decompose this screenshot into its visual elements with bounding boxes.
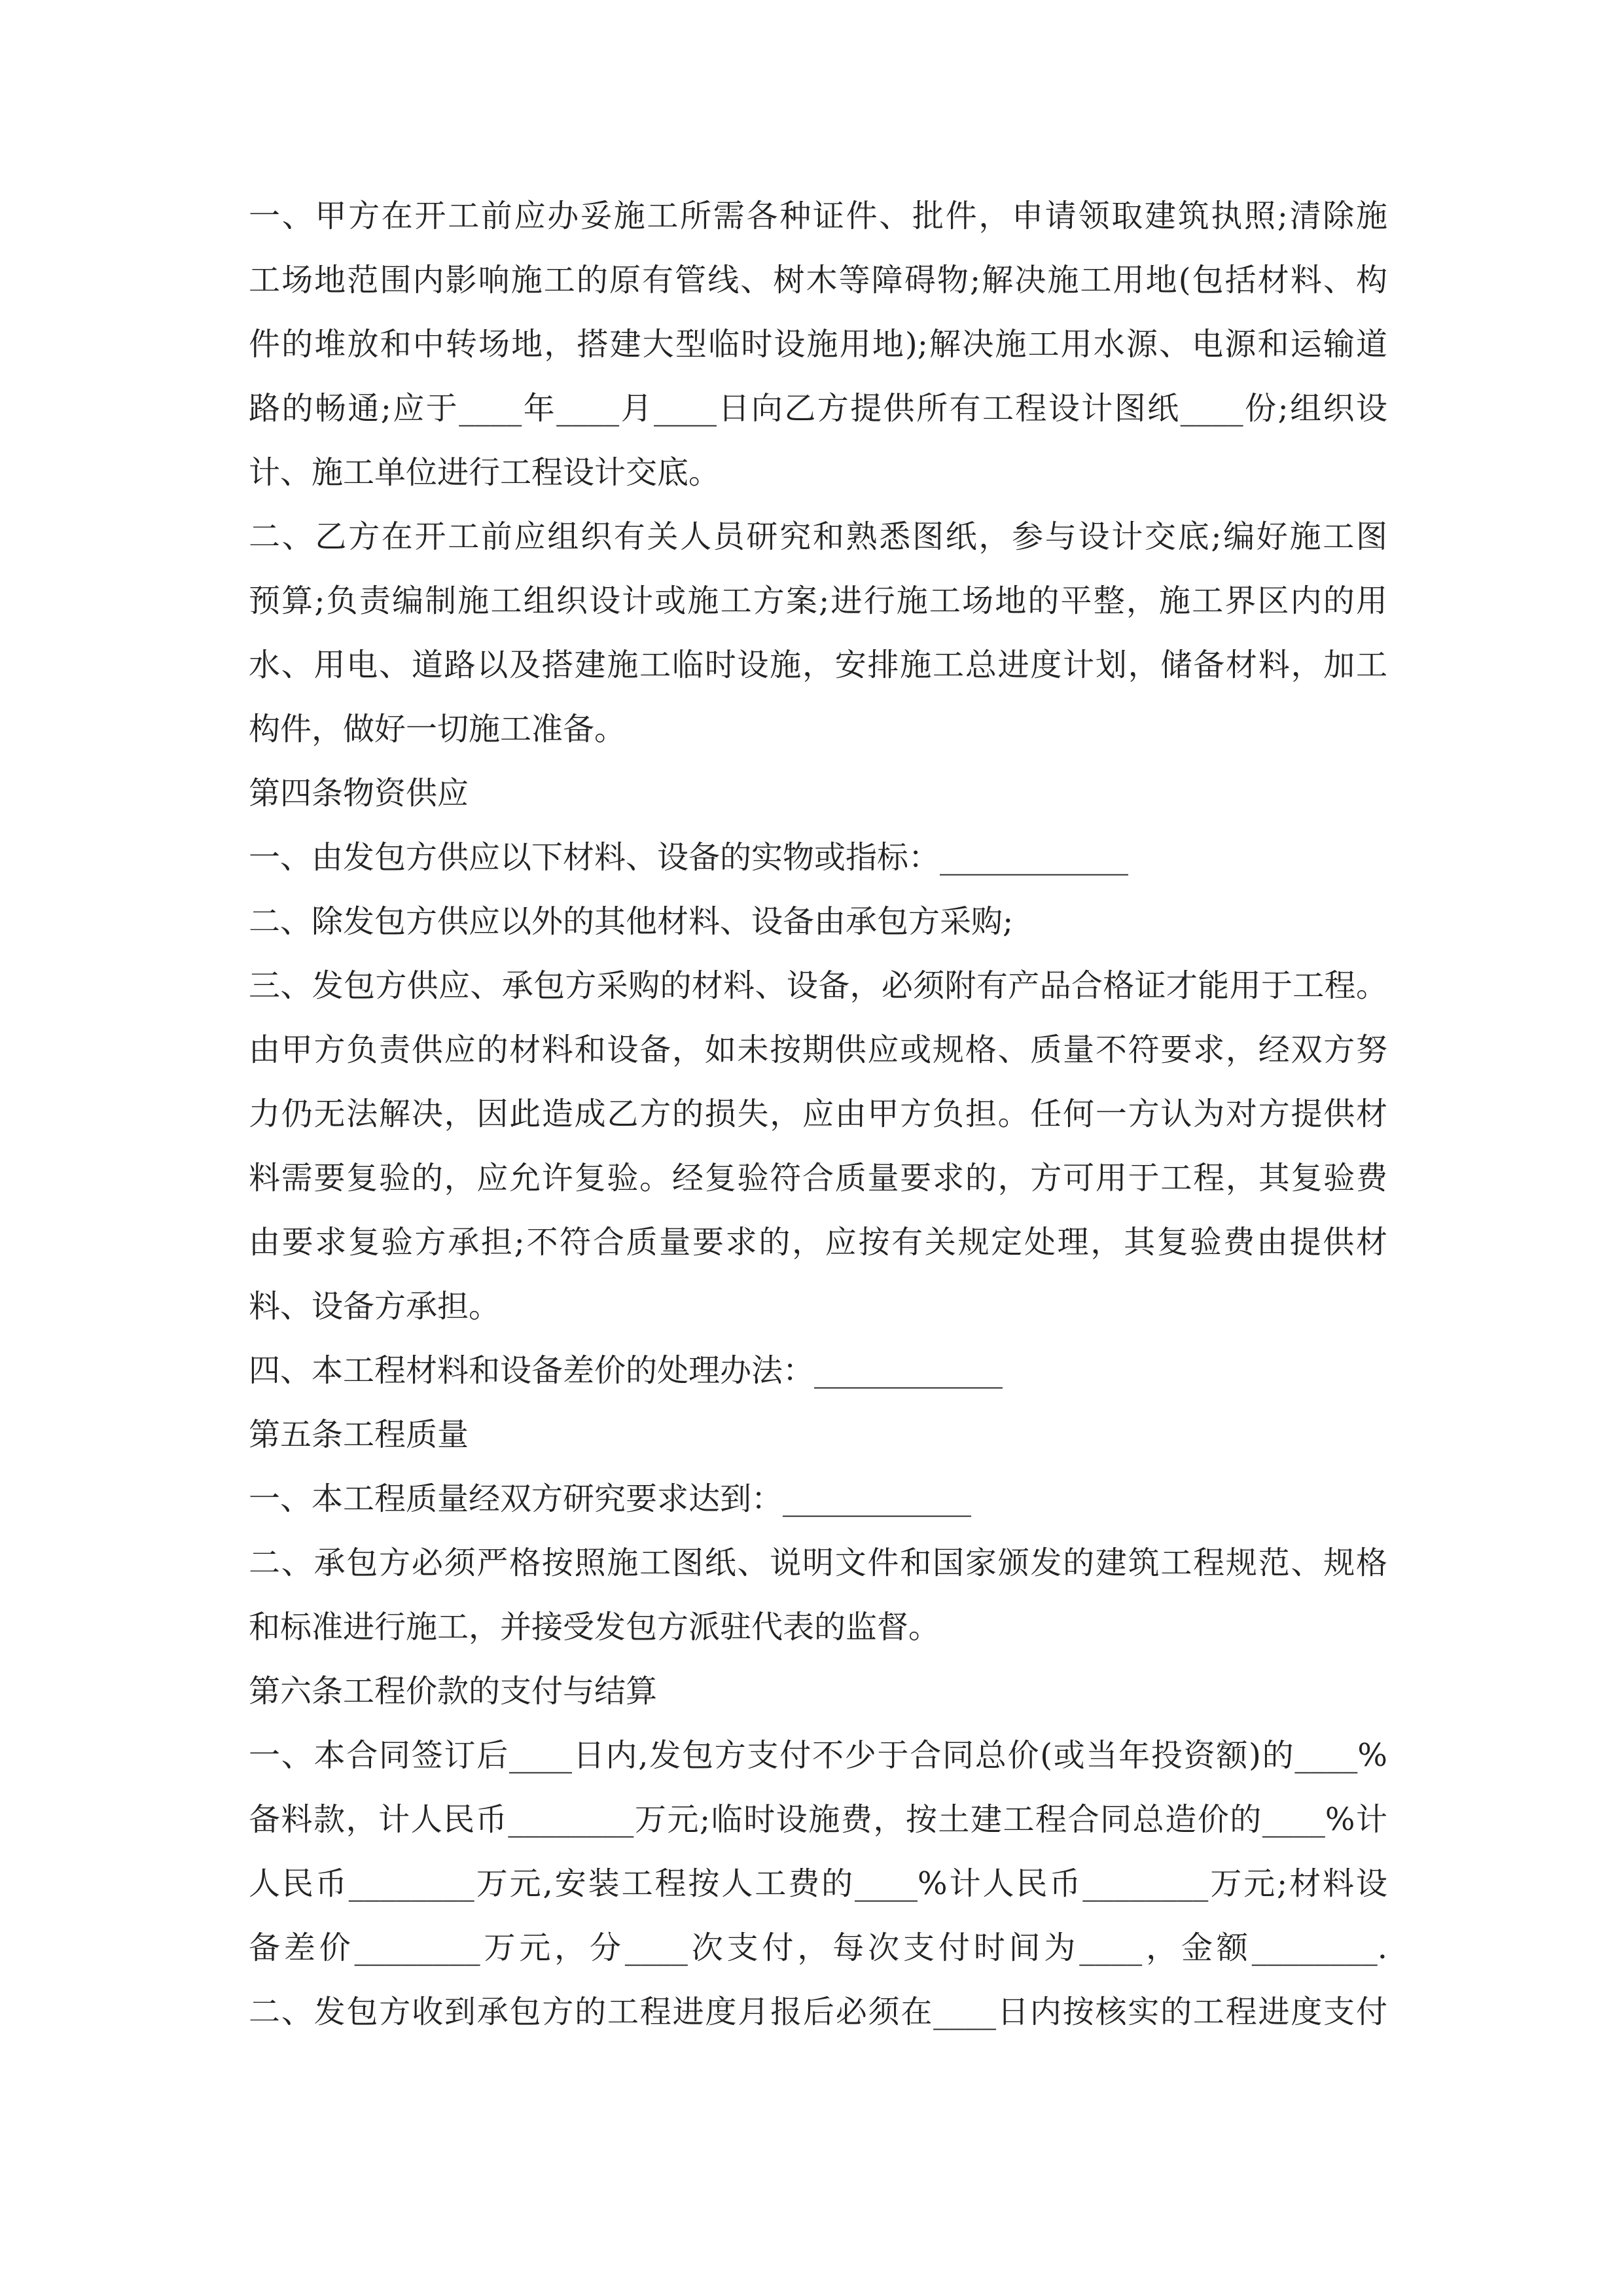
text-line: 四、本工程材料和设备差价的处理办法：____________	[249, 1352, 1003, 1389]
text-line: 二、承包方必须严格按照施工图纸、说明文件和国家颁发的建筑工程规范、规格	[249, 1545, 1387, 1581]
section-heading: 第五条工程质量	[249, 1416, 469, 1453]
text-line: 构件，做好一切施工准备。	[249, 711, 626, 747]
text-line: 水、用电、道路以及搭建施工临时设施，安排施工总进度计划，储备材料，加工	[249, 647, 1387, 683]
text-line: 一、本工程质量经双方研究要求达到：____________	[249, 1480, 972, 1517]
text-line: 三、发包方供应、承包方采购的材料、设备，必须附有产品合格证才能用于工程。	[249, 967, 1387, 1004]
text-line: 工场地范围内影响施工的原有管线、树木等障碍物;解决施工用地(包括材料、构	[249, 262, 1387, 298]
section-heading: 第六条工程价款的支付与结算	[249, 1673, 658, 1710]
text-line: 件的堆放和中转场地，搭建大型临时设施用地);解决施工用水源、电源和运输道	[249, 326, 1387, 363]
text-line: 料、设备方承担。	[249, 1288, 501, 1325]
text-line: 二、发包方收到承包方的工程进度月报后必须在____日内按核实的工程进度支付	[249, 1994, 1387, 2030]
text-line: 路的畅通;应于____年____月____日向乙方提供所有工程设计图纸____份;组织设	[249, 390, 1387, 427]
text-line: 一、由发包方供应以下材料、设备的实物或指标：____________	[249, 839, 1129, 876]
text-line: 备料款，计人民币________万元;临时设施费，按土建工程合同总造价的____%计	[249, 1801, 1387, 1838]
text-line: 计、施工单位进行工程设计交底。	[249, 454, 721, 491]
text-line: 二、除发包方供应以外的其他材料、设备由承包方采购;	[249, 903, 1014, 940]
text-line: 由甲方负责供应的材料和设备，如未按期供应或规格、质量不符要求，经双方努	[249, 1031, 1387, 1068]
text-line: 一、本合同签订后____日内,发包方支付不少于合同总价(或当年投资额)的____%	[249, 1737, 1387, 1774]
text-line: 和标准进行施工，并接受发包方派驻代表的监督。	[249, 1609, 940, 1645]
text-line: 预算;负责编制施工组织设计或施工方案;进行施工场地的平整，施工界区内的用	[249, 583, 1387, 619]
text-line: 二、乙方在开工前应组织有关人员研究和熟悉图纸，参与设计交底;编好施工图	[249, 518, 1387, 555]
text-line: 人民币________万元,安装工程按人工费的____%计人民币________万元;材料设	[249, 1865, 1387, 1902]
text-line: 备差价________万元，分____次支付，每次支付时间为____，金额________.	[249, 1929, 1387, 1966]
text-line: 力仍无法解决，因此造成乙方的损失，应由甲方负担。任何一方认为对方提供材	[249, 1096, 1387, 1132]
text-line: 一、甲方在开工前应办妥施工所需各种证件、批件，申请领取建筑执照;清除施	[249, 198, 1387, 234]
text-line: 料需要复验的，应允许复验。经复验符合质量要求的，方可用于工程，其复验费	[249, 1160, 1387, 1196]
section-heading: 第四条物资供应	[249, 775, 469, 812]
text-line: 由要求复验方承担;不符合质量要求的，应按有关规定处理，其复验费由提供材	[249, 1224, 1387, 1261]
